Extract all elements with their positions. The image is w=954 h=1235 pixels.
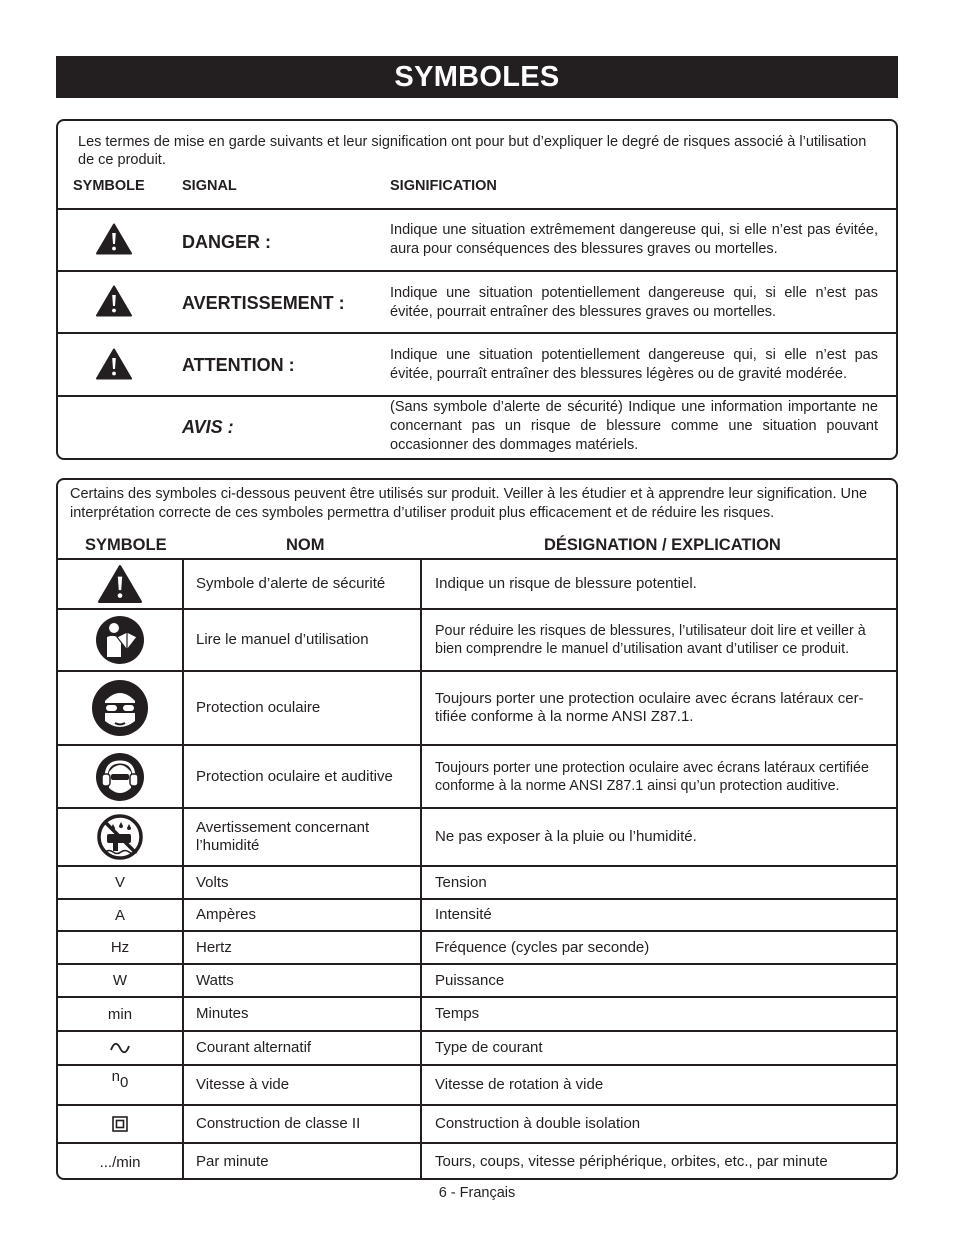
column-divider [420,558,422,1178]
designation-cell: Ne pas exposer à la pluie ou l’humidité. [435,828,697,845]
signal-row-avertissement [58,270,896,332]
signal-label: AVERTISSEMENT : [182,293,345,313]
eye-protection-icon [91,679,149,737]
symbol-cell: Hz [110,939,130,956]
symbol-subscript: 0 [120,1073,129,1091]
name-cell: Hertz [196,938,232,956]
column-divider [182,558,184,1178]
designation-cell: Vitesse de rotation à vide [435,1076,604,1093]
name-cell: Vitesse à vide [196,1076,290,1093]
signal-label: AVIS : [182,417,234,437]
signal-meaning: (Sans symbole d’alerte de sécurité) Indique une information importante ne concernant pas un risque de blessure comme une situation pouvant occasionner des dommages matériels. [390,399,878,453]
name-cell: Volts [196,873,229,891]
designation-cell: Pour réduire les risques de blessures, l’utilisateur doit lire et veiller à bien comprendre le manuel d’utilisation avant d’utiliser ce produit. [435,623,866,657]
signal-meaning: Indique une situation potentiellement dangereuse qui, si elle n’est pas évitée, pourraît entraîner des blessures légères ou de gravité modérée. [390,347,878,382]
symbol-cell [58,809,182,865]
designation-cell: Intensité [435,906,492,923]
signal-row-attention [58,332,896,395]
signal-row-avis [58,395,896,460]
signal-meaning: Indique une situation extrêmement dangereuse qui, si elle n’est pas évitée, aura pour conséquences des blessures graves ou mortelles. [390,222,878,257]
name-cell: Courant alternatif [196,1039,312,1056]
symbol-cell [58,672,182,744]
symbol-n: n [111,1067,120,1085]
symbol-cell [58,560,182,608]
symbols-intro: Certains des symboles ci-dessous peuvent être utilisés sur produit. Veiller à les étudier et à apprendre leur signification. Une interprétation correcte de ces symboles permettra d’utiliser produit plus efficacement et de réduire les risques. [70,486,868,521]
symbol-cell: .../min [99,1153,141,1171]
safety-alert-icon [98,564,142,604]
wet-conditions-icon [97,814,143,860]
warning-triangle-icon [96,348,132,380]
symbol-cell [58,1106,182,1142]
header-nom: NOM [286,536,325,554]
header-symbole: SYMBOLE [85,536,167,554]
name-cell: Watts [196,971,234,989]
warning-triangle-icon [96,223,132,255]
eye-ear-protection-icon [95,752,145,802]
designation-cell: Tension [435,873,487,891]
name-cell: Lire le manuel d’utilisation [196,631,369,648]
name-cell: Minutes [196,1005,249,1022]
signal-words-table [56,119,898,460]
name-cell: Par minute [196,1153,269,1170]
header-designation: DÉSIGNATION / EXPLICATION [544,536,781,554]
signal-label: DANGER : [182,232,271,252]
header-signification: SIGNIFICATION [390,178,497,194]
signal-intro: Les termes de mise en garde suivants et leur signification ont pour but d’expliquer le degré de risques associé à l’utilisation de ce produit. [78,134,867,168]
designation-cell: Puissance [435,971,505,989]
designation-cell: Construction à double isolation [435,1115,641,1132]
symbol-cell: A [114,906,125,924]
warning-triangle-icon [96,285,132,317]
signal-meaning: Indique une situation potentiellement dangereuse qui, si elle n’est pas évitée, pourrait entraîner des blessures graves ou mortelles. [390,285,878,320]
symbols-table [56,478,898,1180]
designation-cell: Temps [435,1005,480,1022]
symbol-cell [58,1066,182,1104]
header-symbole: SYMBOLE [73,178,145,194]
designation-cell: Toujours porter une protection oculaire avec écrans latéraux certifiée conforme à la norme ANSI Z87.1 ainsi qu’un protection auditive. [435,759,869,794]
symbol-cell [58,1032,182,1064]
read-manual-icon [95,615,145,665]
designation-cell: Fréquence (cycles par seconde) [435,938,650,956]
designation-cell: Indique un risque de blessure potentiel. [435,575,697,592]
page-title: SYMBOLES [56,56,898,98]
symbol-cell [58,746,182,807]
signal-label: ATTENTION : [182,355,295,375]
designation-cell: Tours, coups, vitesse périphérique, orbites, etc., par minute [435,1153,828,1170]
symbol-cell: min [107,1005,133,1023]
designation-cell: Type de courant [435,1039,543,1056]
alternating-current-icon [109,1041,131,1055]
name-cell: Protection oculaire [196,699,321,716]
name-cell: Protection oculaire et auditive [196,767,393,785]
no-load-speed-symbol [112,1068,129,1091]
signal-row-danger [58,208,896,270]
designation-cell: Toujours porter une protection oculaire avec écrans latéraux cer-tifiée conforme à la norme ANSI Z87.1. [435,690,864,725]
class-ii-construction-icon [112,1116,128,1132]
name-cell: Avertissement concernant l’humidité [196,819,370,854]
symbol-cell [58,610,182,670]
name-cell: Construction de classe II [196,1115,361,1132]
symbol-cell: V [114,874,125,891]
name-cell: Symbole d’alerte de sécurité [196,575,386,592]
symbol-cell: W [112,972,128,989]
header-signal: SIGNAL [182,178,237,194]
name-cell: Ampères [196,906,257,923]
page-footer: 6 - Français [438,1185,516,1201]
